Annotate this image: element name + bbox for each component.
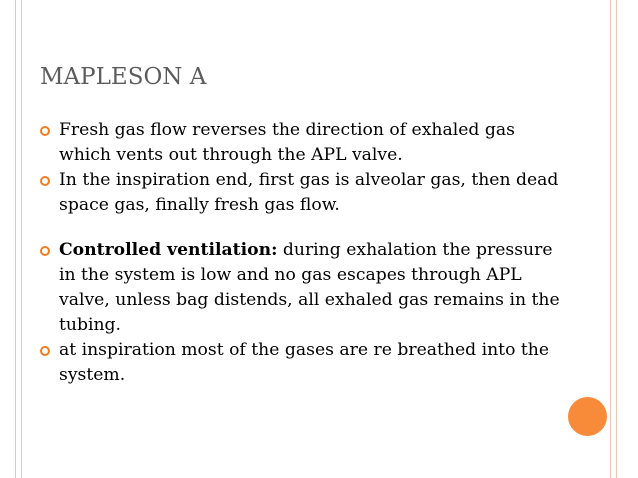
right-border-line-inner	[610, 0, 611, 478]
bullet-item-controlled-ventilation	[40, 238, 560, 338]
bullet-ring-icon	[40, 346, 50, 356]
bullet-text: In the inspiration end, first gas is alveolar gas, then dead space gas, finally fresh gas flow.	[59, 170, 559, 215]
decorative-circle-icon	[568, 397, 607, 436]
right-border-line-outer	[616, 0, 617, 478]
bullet-text: during exhalation the pressure in the system is low and no gas escapes through APL valve, unless bag distends, all exhaled gas remains in the tubing.	[59, 240, 560, 335]
bullet-ring-icon	[40, 176, 50, 186]
bullet-list	[40, 118, 560, 388]
left-border-line-inner	[21, 0, 22, 478]
left-border-line-outer	[15, 0, 16, 478]
bullet-item-inspiration-rebreathed	[40, 338, 560, 388]
bullet-item-fresh-gas	[40, 118, 560, 168]
bullet-item-inspiration-end	[40, 168, 560, 218]
bullet-ring-icon	[40, 246, 50, 256]
bullet-text: at inspiration most of the gases are re breathed into the system.	[59, 340, 550, 385]
slide-title: MAPLESON A	[40, 64, 207, 90]
bullet-text: Fresh gas flow reverses the direction of exhaled gas which vents out through the APL valve.	[59, 120, 515, 165]
bullet-ring-icon	[40, 126, 50, 136]
bullet-bold-lead: Controlled ventilation:	[59, 240, 278, 260]
